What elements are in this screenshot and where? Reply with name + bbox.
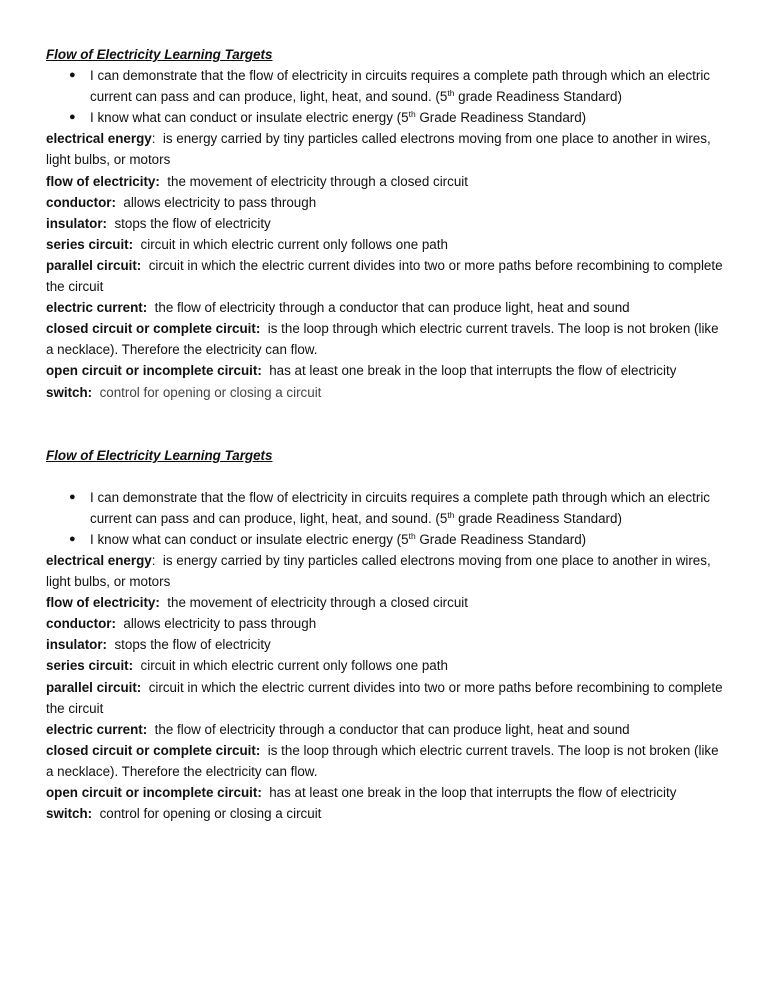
definition-electrical-energy	[46, 128, 726, 170]
target-item	[46, 529, 726, 550]
definition-open-circuit	[46, 782, 726, 803]
definition-term: open circuit or incomplete circuit:	[46, 363, 262, 379]
learning-targets-section-1	[46, 44, 726, 403]
document-page	[46, 44, 726, 824]
superscript: th	[447, 509, 455, 520]
definition-electric-current	[46, 719, 726, 740]
definition-electrical-energy	[46, 550, 726, 592]
definition-term: flow of electricity:	[46, 173, 160, 189]
definition-series-circuit	[46, 234, 726, 255]
definitions-list	[46, 128, 726, 402]
definition-insulator	[46, 213, 726, 234]
definition-open-circuit	[46, 360, 726, 381]
section-title: Flow of Electricity Learning Targets	[46, 447, 273, 463]
definition-text: allows electricity to pass through	[123, 194, 317, 210]
definition-term: parallel circuit:	[46, 257, 142, 273]
targets-list	[46, 487, 726, 550]
definition-flow-of-electricity	[46, 171, 726, 192]
definition-separator	[147, 722, 154, 737]
target-text: I can demonstrate that the flow of electricity in circuits requires a complete path through which an electric current can pass and can produce, light, heat, and sound. (5	[90, 68, 710, 105]
target-item	[46, 107, 726, 128]
definitions-list	[46, 550, 726, 824]
definition-text: is energy carried by tiny particles called electrons moving from one place to another in wires, light bulbs, or motors	[46, 552, 711, 590]
definition-text: circuit in which the electric current divides into two or more paths before recombining to complete the circuit	[46, 679, 723, 716]
bullet-icon: ●	[69, 532, 76, 545]
target-text: I can demonstrate that the flow of electricity in circuits requires a complete path through which an electric current can pass and can produce, light, heat, and sound. (5	[90, 489, 710, 526]
definition-term: open circuit or incomplete circuit:	[46, 785, 262, 800]
definition-text: control for opening or closing a circuit	[99, 384, 322, 400]
superscript: th	[408, 530, 416, 541]
definition-text: stops the flow of electricity	[114, 215, 271, 231]
definition-text: allows electricity to pass through	[123, 616, 317, 632]
target-text: I know what can conduct or insulate electric energy (5	[90, 531, 409, 547]
target-text-end: grade Readiness Standard)	[454, 510, 622, 526]
definition-closed-circuit	[46, 740, 726, 782]
bullet-icon: ●	[69, 490, 76, 503]
definition-separator	[133, 237, 140, 252]
learning-targets-section-2	[46, 445, 726, 825]
definition-term: closed circuit or complete circuit:	[46, 742, 261, 758]
definition-text: has at least one break in the loop that interrupts the flow of electricity	[269, 363, 677, 379]
title-spacer	[46, 466, 726, 487]
target-item	[46, 65, 726, 107]
definition-term: series circuit:	[46, 236, 134, 252]
definition-term: insulator:	[46, 637, 108, 653]
bullet-icon: ●	[69, 111, 76, 124]
target-text: I know what can conduct or insulate electric energy (5	[90, 110, 409, 126]
definition-text: is the loop through which electric current travels. The loop is not broken (like a necklace). Therefore the electricity can flow.	[46, 321, 719, 358]
target-item	[46, 487, 726, 529]
definition-switch	[46, 803, 726, 824]
definition-text: is energy carried by tiny particles called electrons moving from one place to another in wires, light bulbs, or motors	[46, 131, 711, 168]
definition-term: switch:	[46, 384, 93, 400]
target-text-end: grade Readiness Standard)	[454, 89, 622, 105]
definition-term: series circuit:	[46, 658, 134, 674]
bullet-icon: ●	[69, 69, 76, 82]
definition-term: electric current:	[46, 721, 148, 737]
definition-term: insulator:	[46, 215, 108, 231]
definition-conductor	[46, 192, 726, 213]
definition-closed-circuit	[46, 318, 726, 360]
definition-term: switch:	[46, 806, 93, 822]
section-spacer	[46, 403, 726, 445]
definition-term: conductor:	[46, 616, 116, 632]
definition-text: circuit in which the electric current divides into two or more paths before recombining to complete the circuit	[46, 257, 723, 295]
definition-switch	[46, 382, 726, 403]
definition-separator	[147, 300, 154, 315]
section-title: Flow of Electricity Learning Targets	[46, 47, 273, 62]
target-text-end: Grade Readiness Standard)	[415, 531, 587, 547]
definition-flow-of-electricity	[46, 592, 726, 613]
definition-text: has at least one break in the loop that interrupts the flow of electricity	[269, 785, 677, 800]
definition-text: control for opening or closing a circuit	[99, 806, 322, 822]
definition-text: circuit in which electric current only follows one path	[140, 236, 448, 252]
definition-term: electrical energy	[46, 552, 152, 568]
definition-separator	[260, 743, 267, 758]
definition-separator	[92, 385, 99, 400]
definition-parallel-circuit	[46, 677, 726, 719]
definition-text: the flow of electricity through a conductor that can produce light, heat and sound	[154, 721, 630, 737]
definition-conductor	[46, 613, 726, 634]
definition-term: conductor:	[46, 194, 116, 210]
definition-text: circuit in which electric current only follows one path	[140, 658, 448, 674]
definition-separator: :	[151, 131, 163, 147]
definition-electric-current	[46, 297, 726, 318]
definition-term: closed circuit or complete circuit:	[46, 321, 261, 337]
definition-text: the movement of electricity through a closed circuit	[167, 595, 468, 611]
definition-separator: :	[151, 552, 163, 568]
definition-text: stops the flow of electricity	[114, 637, 271, 653]
definition-insulator	[46, 634, 726, 655]
definition-term: electrical energy	[46, 131, 152, 147]
definition-text: the flow of electricity through a conductor that can produce light, heat and sound	[154, 300, 630, 316]
definition-term: flow of electricity:	[46, 595, 160, 611]
definition-separator	[141, 680, 148, 695]
definition-text: is the loop through which electric current travels. The loop is not broken (like a necklace). Therefore the electricity can flow.	[46, 742, 719, 779]
definition-separator	[133, 658, 140, 673]
targets-list	[46, 65, 726, 128]
definition-term: parallel circuit:	[46, 679, 142, 695]
definition-separator	[141, 258, 148, 273]
superscript: th	[447, 88, 455, 99]
definition-series-circuit	[46, 655, 726, 676]
definition-text: the movement of electricity through a closed circuit	[167, 173, 468, 189]
definition-parallel-circuit	[46, 255, 726, 297]
target-text-end: Grade Readiness Standard)	[415, 110, 587, 126]
superscript: th	[408, 109, 416, 120]
definition-separator	[92, 806, 99, 821]
definition-term: electric current:	[46, 300, 148, 316]
definition-separator	[260, 321, 267, 336]
